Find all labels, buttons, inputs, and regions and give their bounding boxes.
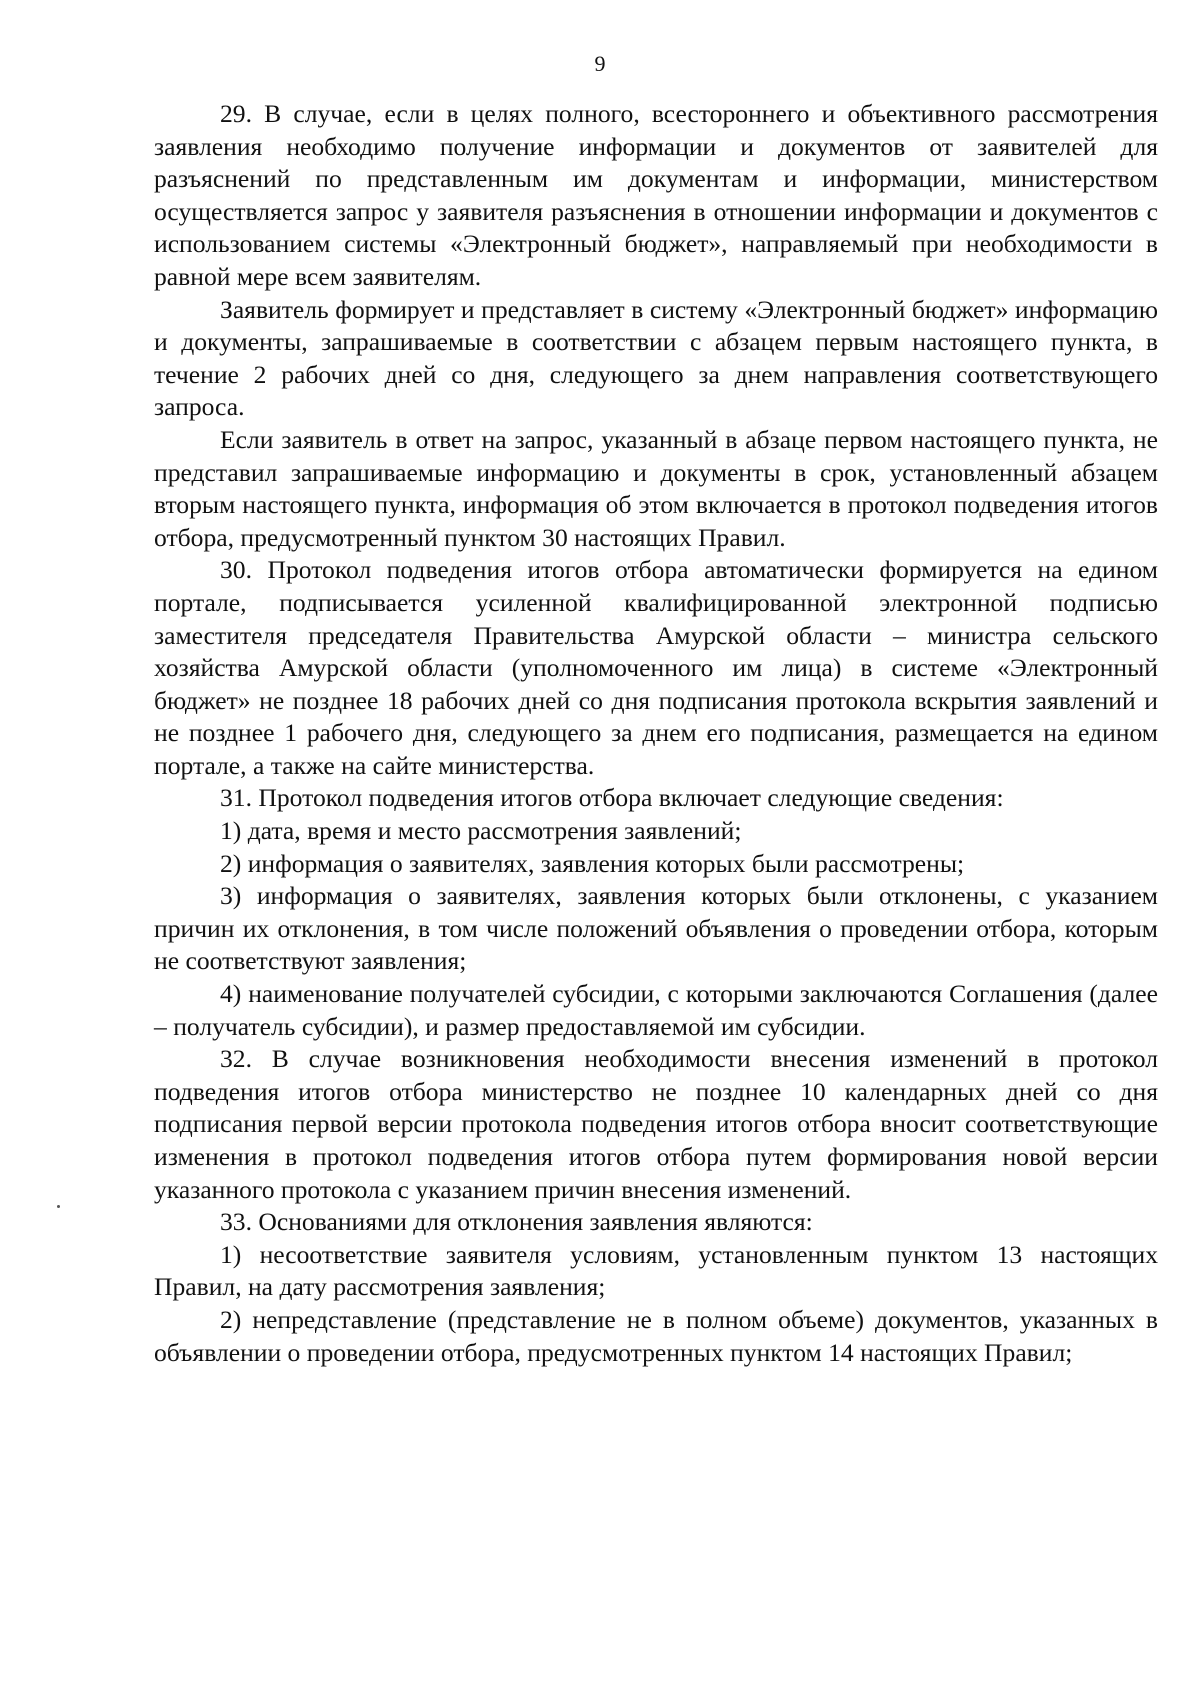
paragraph-33: 33. Основаниями для отклонения заявления являются: [220, 1207, 813, 1237]
paragraph-31-item-2: 2) информация о заявителях, заявления которых были рассмотрены; [220, 848, 965, 878]
paragraph-31-item-4: 4) наименование получателей субсидии, с которыми заключаются Соглашения (далее – получатель субсидии), и размер предоставляемой им субсидии. [154, 979, 1158, 1041]
paragraph-31-item-3: 3) информация о заявителях, заявления которых были отклонены, с указанием причин их отклонения, в том числе положений объявления о проведении отбора, которым не соответствуют заявления; [154, 881, 1158, 976]
paragraph-29-abzac-3: Если заявитель в ответ на запрос, указанный в абзаце первом настоящего пункта, не представил запрашиваемые информацию и документы в срок, установленный абзацем вторым настоящего пункта, информация об этом включается в протокол подведения итогов отбора, предусмотренный пунктом 30 настоящих Правил. [154, 424, 1158, 552]
paragraph-31: 31. Протокол подведения итогов отбора включает следующие сведения: [220, 783, 1004, 813]
paragraph-29: 29. В случае, если в целях полного, всестороннего и объективного рассмотрения заявления необходимо получение информации и документов от заявителей для разъяснений по представленным им документам и информации, министерством осуществляется запрос у заявителя разъяснения в отношении информации и документов с использованием системы «Электронный бюджет», направляемый при необходимости в равной мере всем заявителям. [154, 99, 1158, 291]
paragraph-33-item-1: 1) несоответствие заявителя условиям, установленным пунктом 13 настоящих Правил, на дату рассмотрения заявления; [154, 1239, 1158, 1302]
page-number: 9 [594, 51, 606, 76]
paragraph-33-item-2: 2) непредставление (представление не в полном объеме) документов, указанных в объявлении о проведении отбора, предусмотренных пунктом 14 настоящих Правил; [154, 1304, 1158, 1367]
scan-speck [57, 1205, 60, 1208]
paragraph-29-abzac-2: Заявитель формирует и представляет в систему «Электронный бюджет» информацию и документы, запрашиваемые в соответствии с абзацем первым настоящего пункта, в течение 2 рабочих дней со дня, следующего за днем направления соответствующего запроса. [154, 294, 1158, 422]
paragraph-30: 30. Протокол подведения итогов отбора автоматически формируется на едином портале, подписывается усиленной квалифицированной электронной подписью заместителя председателя Правительства Амурской области – министра сельского хозяйства Амурской области (уполномоченного им лица) в системе «Электронный бюджет» не позднее 18 рабочих дней со дня подписания протокола вскрытия заявлений и не позднее 1 рабочего дня, следующего за днем его подписания, размещается на едином портале, а также на сайте министерства. [154, 555, 1158, 780]
paragraph-31-item-1: 1) дата, время и место рассмотрения заявлений; [220, 816, 742, 846]
document-body [154, 98, 1158, 1369]
paragraph-32: 32. В случае возникновения необходимости внесения изменений в протокол подведения итогов отбора министерство не позднее 10 календарных дней со дня подписания первой версии протокола подведения итогов отбора вносит соответствующие изменения в протокол подведения итогов отбора путем формирования новой версии указанного протокола с указанием причин внесения изменений. [154, 1044, 1158, 1204]
